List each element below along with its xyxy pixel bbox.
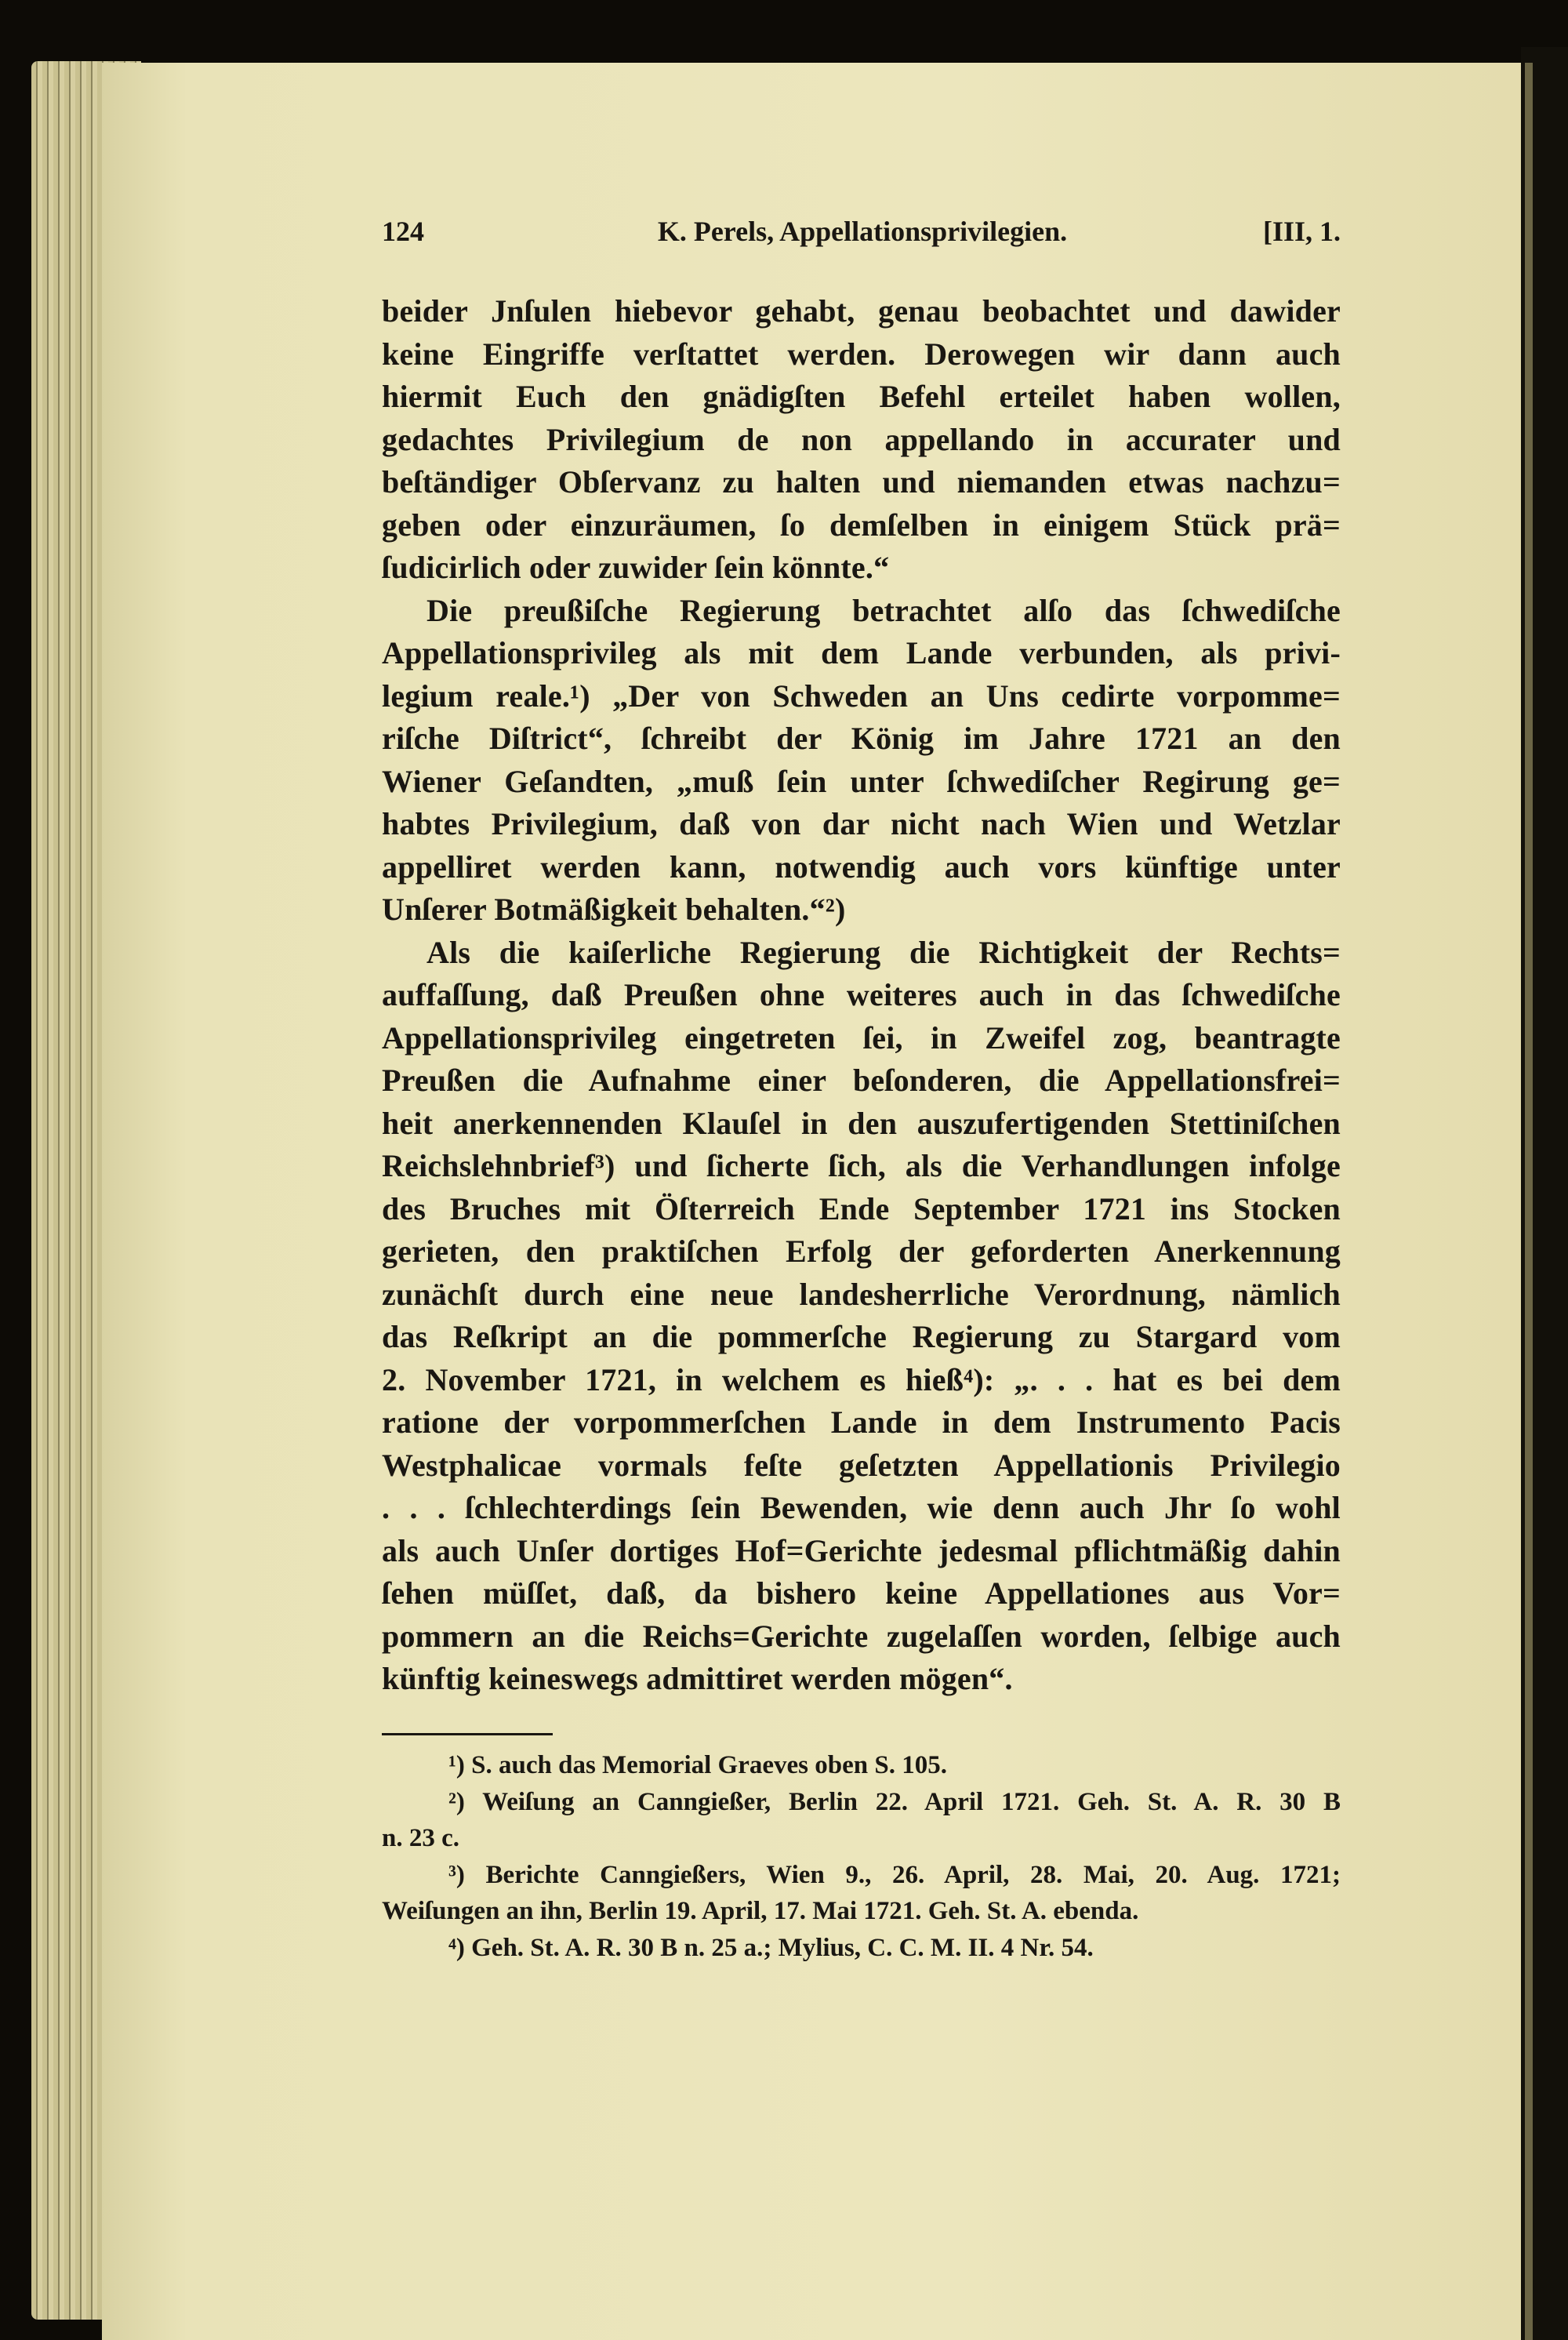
text-line: pommern an die Reichs=Gerichte zugelaſſen worden, ſelbige auch: [382, 1618, 1341, 1654]
text-line: Die preußiſche Regierung betrachtet alſo das ſchwediſche: [426, 592, 1341, 628]
footnote-line: ³) Berichte Canngießers, Wien 9., 26. April, 28. Mai, 20. Aug. 1721;: [448, 1860, 1341, 1889]
text-line: künftig keineswegs admittiret werden mögen“.: [382, 1661, 1013, 1696]
text-line: zunächſt durch eine neue landesherrliche Verordnung, nämlich: [382, 1276, 1341, 1312]
text-line: ſudicirlich oder zuwider ſein könnte.“: [382, 550, 890, 585]
footnote-line: n. 23 c.: [382, 1824, 459, 1852]
text-line: gedachtes Privilegium de non appellando in accurater und: [382, 421, 1341, 457]
facing-page-edge: [1525, 63, 1533, 2340]
text-line: keine Eingriffe verſtattet werden. Derowegen wir dann auch: [382, 336, 1341, 372]
text-line: riſche Diſtrict“, ſchreibt der König im Jahre 1721 an den: [382, 721, 1341, 756]
text-line: Appellationsprivileg eingetreten ſei, in Zweifel zog, beantragte: [382, 1019, 1341, 1056]
text-line: des Bruches mit Öſterreich Ende September 1721 ins Stocken: [382, 1190, 1341, 1226]
text-line: Westphalicae vormals feſte geſetzten Appellationis Privilegio: [382, 1447, 1341, 1483]
text-line: Appellationsprivileg als mit dem Lande verbunden, als privi-: [382, 635, 1341, 670]
footnote-line: Weiſungen an ihn, Berlin 19. April, 17. Mai 1721. Geh. St. A. ebenda.: [382, 1897, 1139, 1925]
footnote-rule: [382, 1733, 553, 1735]
text-line: appelliret werden kann, notwendig auch vors künftige unter: [382, 848, 1341, 885]
text-line: geben oder einzuräumen, ſo demſelben in einigem Stück prä=: [382, 507, 1341, 543]
text-line: . . . ſchlechterdings ſein Bewenden, wie denn auch Jhr ſo wohl: [382, 1490, 1341, 1525]
text-line: hiermit Euch den gnädigſten Befehl erteilet haben wollen,: [382, 379, 1341, 414]
text-line: Wiener Geſandten, „muß ſein unter ſchwediſcher Regirung ge=: [382, 763, 1341, 799]
text-line: gerieten, den praktiſchen Erfolg der geforderten Anerkennung: [382, 1234, 1341, 1269]
text-line: Als die kaiſerliche Regierung die Richtigkeit der Rechts=: [426, 934, 1341, 970]
text-line: beider Jnſulen hiebevor gehabt, genau beobachtet und dawider: [382, 293, 1341, 329]
text-line: ratione der vorpommerſchen Lande in dem Instrumento Pacis: [382, 1404, 1341, 1440]
text-line: auffaſſung, daß Preußen ohne weiteres auch in das ſchwediſche: [382, 977, 1341, 1012]
page-number: 124: [382, 216, 424, 247]
footnote-line: ²) Weiſung an Canngießer, Berlin 22. April 1721. Geh. St. A. R. 30 B: [448, 1787, 1341, 1816]
text-line: habtes Privilegium, daß von dar nicht nach Wien und Wetzlar: [382, 806, 1341, 841]
text-line: ſehen müſſet, daß, da bishero keine Appellationes aus Vor=: [382, 1575, 1341, 1611]
text-line: heit anerkennenden Klauſel in den auszufertigenden Stettiniſchen: [382, 1105, 1341, 1141]
text-line: als auch Unſer dortiges Hof=Gerichte jedesmal pflichtmäßig dahin: [382, 1532, 1341, 1568]
text-line: legium reale.¹) „Der von Schweden an Uns cedirte vorpomme=: [382, 678, 1341, 714]
text-line: Preußen die Aufnahme einer beſonderen, die Appellationsfrei=: [382, 1063, 1341, 1098]
text-line: 2. November 1721, in welchem es hieß⁴): „. . . hat es bei dem: [382, 1361, 1341, 1397]
footnote-line: ⁴) Geh. St. A. R. 30 B n. 25 a.; Mylius, C. C. M. II. 4 Nr. 54.: [448, 1933, 1094, 1962]
text-line: beſtändiger Obſervanz zu halten und niemanden etwas nachzu=: [382, 464, 1341, 500]
footnote-line: ¹) S. auch das Memorial Graeves oben S. 105.: [448, 1751, 947, 1779]
text-line: das Reſkript an die pommerſche Regierung zu Stargard vom: [382, 1319, 1341, 1354]
running-title: K. Perels, Appellationsprivilegien.: [657, 216, 1068, 247]
text-line: Reichslehnbrief³) und ſicherte ſich, als die Verhandlungen infolge: [382, 1148, 1341, 1183]
section-marker: [III, 1.: [1262, 216, 1341, 247]
text-line: Unſerer Botmäßigkeit behalten.“²): [382, 892, 846, 927]
